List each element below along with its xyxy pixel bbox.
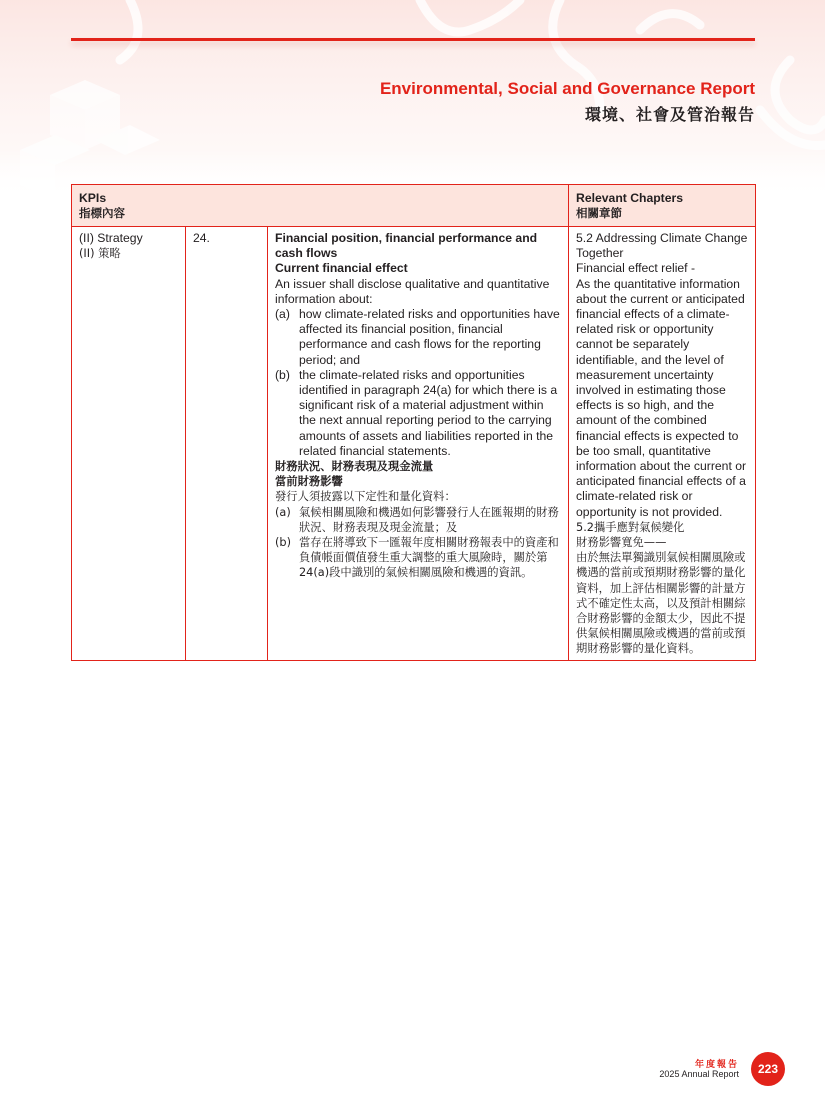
header-chapters-en: Relevant Chapters bbox=[576, 191, 684, 205]
kpi-table bbox=[71, 184, 756, 661]
list-marker: (a) bbox=[275, 505, 291, 519]
chapter-relief-en: Financial effect relief - bbox=[576, 261, 696, 276]
requirement-cell bbox=[268, 227, 569, 661]
list-text: the climate-related risks and opportunities identified in paragraph 24(a) for which there is a significant risk of a material adjustment within the next annual reporting period to the carrying amounts of assets and liabilities reported in the related financial statements. bbox=[299, 367, 558, 458]
category-en: (II) Strategy bbox=[79, 231, 143, 245]
chapter-relief-zh: 財務影響寬免—— bbox=[576, 536, 667, 550]
list-item bbox=[275, 505, 561, 535]
chapter-body-en: As the quantitative information about the current or anticipated financial effects of a climate-related risk or opportunity cannot be separately identifiable, and the level of measurement uncertainty involved in estimating those effects is so high, and the amount of the combined financial effects is expected to be too small, quantitative information about the current or anticipated financial effects of a climate-related risk or opportunity is not provided. bbox=[576, 276, 747, 519]
table-row bbox=[72, 227, 756, 661]
list-text: 氣候相關風險和機遇如何影響發行人在匯報期的財務狀況、財務表現及現金流量；及 bbox=[299, 505, 559, 534]
requirement-heading-1: Financial position, financial performance and cash flows bbox=[275, 231, 538, 261]
number-cell: 24. bbox=[186, 227, 268, 661]
footer-label-en: 2025 Annual Report bbox=[659, 1069, 739, 1079]
header-kpis-zh: 指標內容 bbox=[79, 206, 125, 220]
requirement-heading-2-zh: 當前財務影響 bbox=[275, 475, 343, 489]
requirement-intro-zh: 發行人須披露以下定性和量化資料： bbox=[275, 490, 456, 504]
category-cell bbox=[72, 227, 186, 661]
list-item bbox=[275, 307, 561, 368]
header-kpis bbox=[72, 185, 569, 227]
category-zh: (II) 策略 bbox=[79, 247, 121, 261]
chapter-cell bbox=[569, 227, 756, 661]
page-number-badge: 223 bbox=[751, 1052, 785, 1086]
chapter-body-zh: 由於無法單獨識別氣候相關風險或機遇的當前或預期財務影響的量化資料，加上評估相關影響的計量方式不確定性太高，以及預計相關綜合財務影響的金額太少，因此不提供氣候相關風險或機遇的當前或預期財務影響的量化資料。 bbox=[576, 551, 746, 656]
requirement-intro: An issuer shall disclose qualitative and quantitative information about: bbox=[275, 276, 550, 306]
list-text: 當存在將導致下一匯報年度相關財務報表中的資產和負債帳面價值發生重大調整的重大風險時，關於第24(a)段中識別的氣候相關風險和機遇的資訊。 bbox=[299, 536, 559, 580]
header-chapters-zh: 相關章節 bbox=[576, 206, 623, 220]
header-kpis-en: KPIs bbox=[79, 191, 107, 205]
report-title bbox=[380, 79, 755, 126]
table-header-row bbox=[72, 185, 756, 227]
report-title-en: Environmental, Social and Governance Report bbox=[379, 79, 755, 98]
requirement-heading-2: Current financial effect bbox=[275, 261, 408, 276]
list-item bbox=[275, 535, 561, 581]
list-text: how climate-related risks and opportunities have affected its financial position, financial performance and cash flows for the reporting period; and bbox=[299, 307, 560, 367]
header-chapters bbox=[569, 185, 756, 227]
top-rule bbox=[71, 38, 755, 41]
list-marker: (b) bbox=[275, 536, 291, 550]
chapter-title-zh: 5.2攜手應對氣候變化 bbox=[576, 520, 685, 534]
list-marker: (b) bbox=[275, 367, 290, 382]
requirement-heading-1-zh: 財務狀況、財務表現及現金流量 bbox=[275, 460, 434, 474]
page-footer bbox=[625, 1052, 785, 1088]
chapter-title-en: 5.2 Addressing Climate Change Together bbox=[576, 231, 748, 261]
report-title-zh: 環境、社會及管治報告 bbox=[584, 105, 755, 124]
list-marker: (a) bbox=[275, 307, 290, 322]
list-item bbox=[275, 368, 561, 459]
footer-label-zh: 年度報告 bbox=[694, 1060, 739, 1070]
